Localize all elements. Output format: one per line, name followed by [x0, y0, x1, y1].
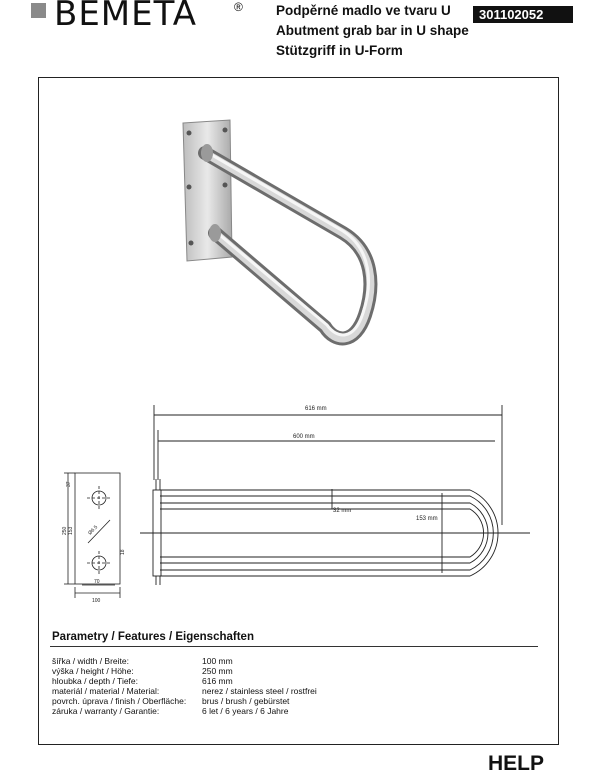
width-600-label: 600 mm — [293, 434, 315, 440]
feature-label: hloubka / depth / Tiefe: — [52, 676, 139, 686]
plate-screw — [187, 185, 192, 190]
diameter-32-label: 32 mm — [333, 508, 352, 514]
title-czech: Podpěrné madlo ve tvaru U — [276, 3, 451, 18]
feature-label: povrch. úprava / finish / Oberfläche: — [52, 696, 187, 706]
features-divider — [50, 646, 538, 647]
plate-screw — [189, 241, 194, 246]
plate-dim-bottom-inner: 70 — [94, 579, 100, 585]
plate-dim-total: 250 — [62, 526, 68, 535]
product-photo — [175, 115, 390, 355]
plate-dim-mid: 153 — [68, 526, 74, 535]
plate-screw — [187, 131, 192, 136]
width-616-label: 616 mm — [305, 406, 327, 412]
registered-mark: ® — [234, 0, 243, 14]
title-german: Stützgriff in U-Form — [276, 43, 403, 58]
plate-dim-top: 37 — [66, 481, 72, 487]
feature-label: záruka / warranty / Garantie: — [52, 706, 160, 716]
plate-hole-label: Ø6.5 — [87, 524, 100, 537]
feature-value: 616 mm — [202, 676, 233, 686]
plate-screw — [223, 128, 228, 133]
help-label: HELP — [488, 752, 545, 775]
technical-drawing — [50, 395, 550, 615]
feature-value: brus / brush / gebürstet — [202, 696, 290, 706]
feature-value: 6 let / 6 years / 6 Jahre — [202, 706, 289, 716]
product-titles — [276, 1, 469, 61]
features-title: Parametry / Features / Eigenschaften — [52, 631, 254, 643]
logo-square — [31, 3, 46, 18]
spacing-153-label: 153 mm — [416, 516, 438, 522]
title-english: Abutment grab bar in U shape — [276, 23, 469, 38]
feature-value: 100 mm — [202, 656, 233, 666]
brand-logo: BEMETA — [54, 0, 198, 34]
bar-top-view — [140, 405, 530, 585]
feature-label: šířka / width / Breite: — [52, 656, 129, 666]
plate-dim-bottom-outer: 100 — [92, 598, 101, 604]
feature-label: výška / height / Höhe: — [52, 666, 134, 676]
plate-screw — [223, 183, 228, 188]
feature-value: nerez / stainless steel / rostfrei — [202, 686, 317, 696]
plate-dim-side: 18 — [120, 549, 126, 555]
feature-value: 250 mm — [202, 666, 233, 676]
feature-label: materiál / material / Material: — [52, 686, 160, 696]
product-code-badge: 301102052 — [473, 6, 573, 23]
